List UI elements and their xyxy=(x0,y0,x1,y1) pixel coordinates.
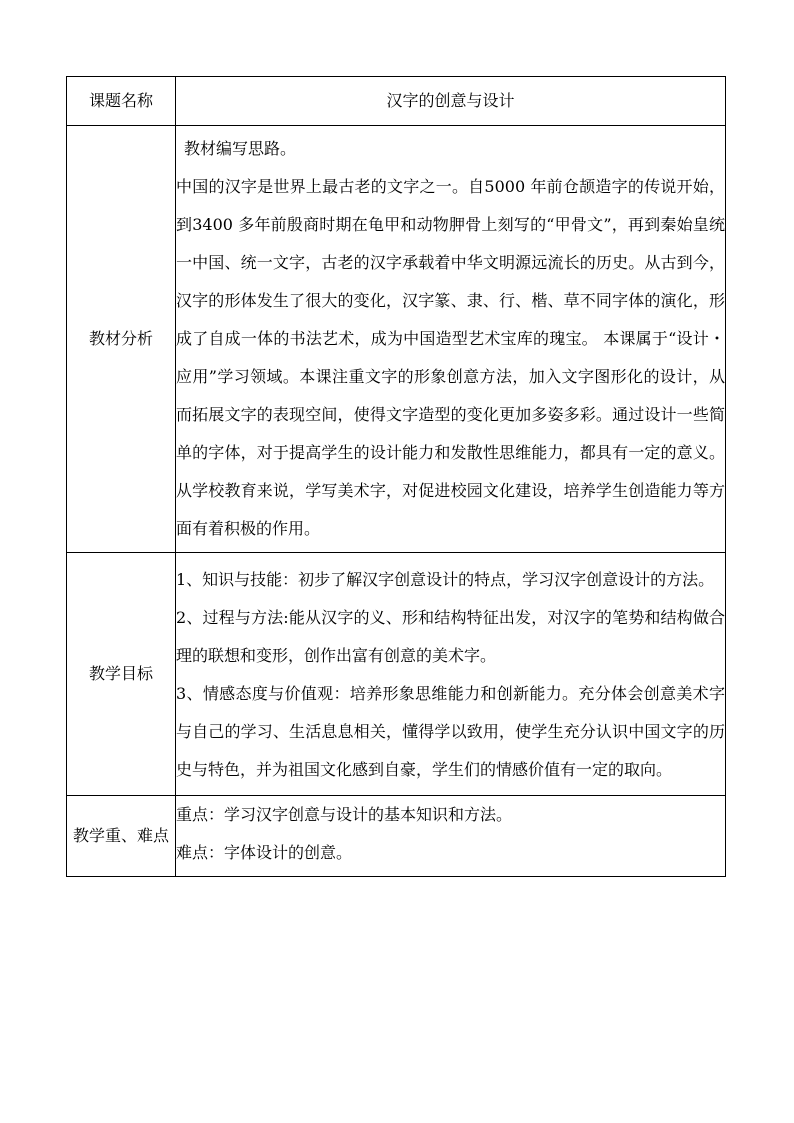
lesson-plan-table xyxy=(66,76,726,877)
title-row xyxy=(67,77,726,126)
difficulty-point: 难点：字体设计的创意。 xyxy=(176,843,353,862)
analysis-label: 教材分析 xyxy=(67,126,176,553)
analysis-body: 中国的汉字是世界上最古老的文字之一。自5000 年前仓颉造字的传说开始，到3400 多年前殷商时期在龟甲和动物胛骨上刻写的“甲骨文”，再到秦始皇统一中国、统一文字，古老的汉字承载着中华文明源远流长的历史。从古到今，汉字的形体发生了很大的变化，汉字篆、隶、行、楷、草不同字体的演化，形成了自成一体的书法艺术，成为中国造型艺术宝库的瑰宝。 本课属于“设计・应用”学习领域。本课注重文字的形象创意方法，加入文字图形化的设计，从而拓展文字的表现空间，使得文字造型的变化更加多姿多彩。通过设计一些简单的字体，对于提高学生的设计能力和发散性思维能力，都具有一定的意义。从学校教育来说，学写美术字，对促进校园文化建设，培养学生创造能力等方面有着积极的作用。 xyxy=(176,177,725,538)
analysis-row xyxy=(67,126,726,553)
goal-item-attitude: 3、情感态度与价值观：培养形象思维能力和创新能力。充分体会创意美术字与自己的学习、生活息息相关，懂得学以致用，使学生充分认识中国文字的历史与特色，并为祖国文化感到自豪，学生们的情感价值有一定的取向。 xyxy=(176,684,725,779)
goals-label: 教学目标 xyxy=(67,553,176,796)
analysis-content xyxy=(176,126,726,553)
lesson-title: 汉字的创意与设计 xyxy=(176,77,726,126)
title-label: 课题名称 xyxy=(67,77,176,126)
goals-content xyxy=(176,553,726,796)
focus-content xyxy=(176,796,726,877)
goal-item-process: 2、过程与方法:能从汉字的义、形和结构特征出发，对汉字的笔势和结构做合理的联想和变形，创作出富有创意的美术字。 xyxy=(176,608,725,665)
focus-label: 教学重、难点 xyxy=(67,796,176,877)
focus-row xyxy=(67,796,726,877)
goal-item-knowledge: 1、知识与技能：初步了解汉字创意设计的特点，学习汉字创意设计的方法。 xyxy=(176,570,715,589)
key-point: 重点：学习汉字创意与设计的基本知识和方法。 xyxy=(176,805,513,824)
goals-row xyxy=(67,553,726,796)
analysis-heading: 教材编写思路。 xyxy=(184,139,297,158)
